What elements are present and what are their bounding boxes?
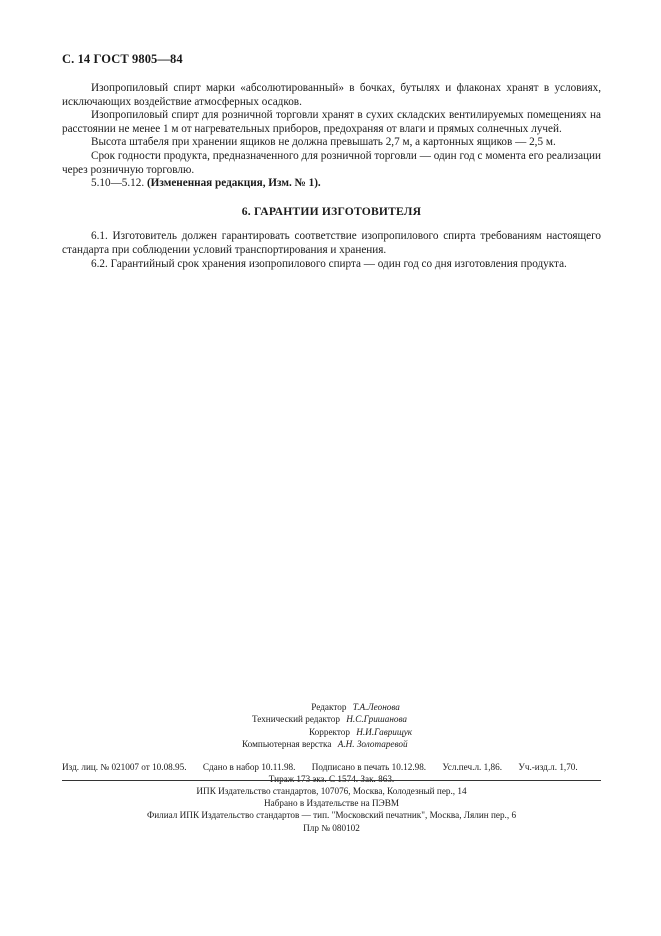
paragraph-shelf-life: Срок годности продукта, предназначенного для розничной торговли — один год с момента его реализации через розничную торговлю. xyxy=(62,149,601,176)
publisher-line-2: Набрано в Издательстве на ПЭВМ xyxy=(263,798,400,809)
credit-name: Н.И.Гаврищук xyxy=(356,726,413,737)
paragraph-storage-retail: Изопропиловый спирт для розничной торговли хранят в сухих складских вентилируемых помещениях на расстоянии не менее 1 м от нагревательных приборов, предохраняя от влаги и прямых солнечных лучей. xyxy=(62,109,601,135)
credit-role: Компьютерная верстка xyxy=(242,739,332,750)
credit-role: Редактор xyxy=(311,702,347,712)
section-6-title: 6. ГАРАНТИИ ИЗГОТОВИТЕЛЯ xyxy=(241,204,422,218)
publisher-line-4: Плр № 080102 xyxy=(303,822,360,833)
credit-editor xyxy=(284,701,601,713)
publisher-line-1: ИПК Издательство стандартов, 107076, Москва, Колодезный пер., 14 xyxy=(196,786,467,796)
amendment-line xyxy=(62,177,601,191)
publication-row xyxy=(62,761,601,773)
credit-layout xyxy=(242,738,601,750)
signed-for-print: Подписано в печать 10.12.98. xyxy=(311,761,427,772)
credit-name: Н.С.Гришанова xyxy=(346,714,407,725)
paragraph-stack-height: Высота штабеля при хранении ящиков не должна превышать 2,7 м, а картонных ящиков — 2,5 м. xyxy=(91,136,556,149)
credit-tech-editor xyxy=(252,713,601,725)
credit-name: А.Н. Золотаревой xyxy=(337,739,408,750)
divider-rule xyxy=(62,780,601,781)
credit-role: Технический редактор xyxy=(252,714,340,725)
license-number: Изд. лиц. № 021007 от 10.08.95. xyxy=(62,761,187,772)
sent-to-typeset: Сдано в набор 10.11.98. xyxy=(202,761,296,772)
section-6-item-1: 6.1. Изготовитель должен гарантировать соответствие изопропилового спирта требованиям настоящего стандарта при соблюдении условий транспортирования и хранения. xyxy=(62,230,601,256)
paragraph-storage-absolute: Изопропиловый спирт марки «абсолютированный» в бочках, бутылях и флаконах хранят в условиях, исключающих воздействие атмосферных осадков. xyxy=(62,82,601,108)
publisher-block xyxy=(62,785,601,834)
credit-role: Корректор xyxy=(309,726,350,737)
credit-name: Т.А.Леонова xyxy=(352,702,400,712)
publisher-sheets: Уч.-изд.л. 1,70. xyxy=(518,761,578,772)
page-header: С. 14 ГОСТ 9805—84 xyxy=(62,52,183,66)
section-6-item-2: 6.2. Гарантийный срок хранения изопропилового спирта — один год со дня изготовления продукта. xyxy=(91,257,567,270)
imprint-block xyxy=(62,701,601,785)
credit-corrector xyxy=(284,726,601,738)
publisher-line-3: Филиал ИПК Издательство стандартов — тип. "Московский печатник", Москва, Лялин пер., 6 xyxy=(146,810,517,821)
body-text xyxy=(62,82,601,271)
print-sheets: Усл.печ.л. 1,86. xyxy=(442,761,503,772)
amendment-ref: 5.10—5.12. xyxy=(91,177,145,190)
amendment-note: (Измененная редакция, Изм. № 1). xyxy=(146,177,321,190)
